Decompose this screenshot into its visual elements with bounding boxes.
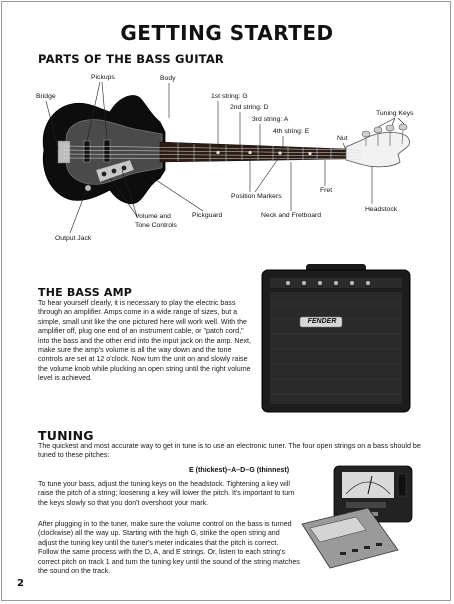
tuning-intro: The quickest and most accurate way to get in tune is to use an electronic tuner. The four open strings on a bass should be tuned to these pitches: (38, 442, 421, 460)
amp-logo-text: FENDER (307, 318, 337, 325)
callout-headstock: Headstock (365, 206, 398, 213)
callout-volume-tone-line1: Volume and (135, 213, 171, 220)
electronic-tuner-image (300, 464, 416, 572)
tuning-paragraph-1: To tune your bass, adjust the tuning keys on the headstock. Tightening a key will raise the pitch of a string; loosening a key will lower the pitch. It's important to turn the keys slowly so that you don't overshoot your mark. (38, 480, 295, 507)
callout-pickguard: Pickguard (192, 212, 223, 219)
callout-string-3: 3rd string: A (252, 116, 289, 123)
parts-heading: PARTS OF THE BASS GUITAR (38, 52, 224, 66)
callout-nut: Nut (337, 135, 348, 142)
tuning-paragraph-2: After plugging in to the tuner, make sure the volume control on the bass is turned (clockwise) all the way up. Starting with the high G, strike the open string and adjust the tuning key until the tuner's meter indicates that the pitch is correct. Follow the same process with the D, A, and E strings. Or, listen to each string's correct pitch on track 1 and turn the tuning key until the sound of the string matches the sound on the track. (38, 520, 300, 576)
callout-tuning-keys: Tuning Keys (376, 110, 414, 117)
fender-amp-image (258, 264, 414, 416)
amp-heading: THE BASS AMP (38, 286, 133, 299)
amp-paragraph: To hear yourself clearly, it is necessary to play the electric bass through an amplifier. Amps come in a wide range of sizes, but a simple, small unit like the one pictured here will work well. With the amplifier off, plug one end of an instrument cable, or "patch cord," into the bass and the other end into the input jack on the amp. Next, make sure the amp's volume is all the way down and the tone controls are set at 12 o'clock. Now turn the unit on and slowly raise the volume knob while plucking an open string until the right volume level is achieved. (38, 299, 251, 383)
callout-output-jack: Output Jack (55, 235, 92, 242)
callout-bridge: Bridge (36, 93, 56, 100)
callout-string-1: 1st string: G (211, 93, 248, 100)
page-number: 2 (17, 578, 24, 589)
callout-body: Body (160, 75, 176, 82)
tuning-pitches: E (thickest)–A–D–G (thinnest) (188, 466, 290, 474)
callout-neck-fretboard: Neck and Fretboard (261, 212, 322, 219)
callout-position-markers: Position Markers (231, 193, 282, 200)
callout-volume-tone-line2: Tone Controls (135, 222, 177, 229)
callout-string-4: 4th string: E (273, 128, 310, 135)
page-title: GETTING STARTED (120, 21, 334, 45)
callout-string-2: 2nd string: D (230, 104, 269, 111)
callout-leader-lines (0, 0, 454, 260)
callout-fret: Fret (320, 187, 333, 194)
amp-grille (270, 292, 402, 404)
callout-pickups: Pickups (91, 74, 115, 81)
tuning-heading: TUNING (38, 428, 94, 443)
